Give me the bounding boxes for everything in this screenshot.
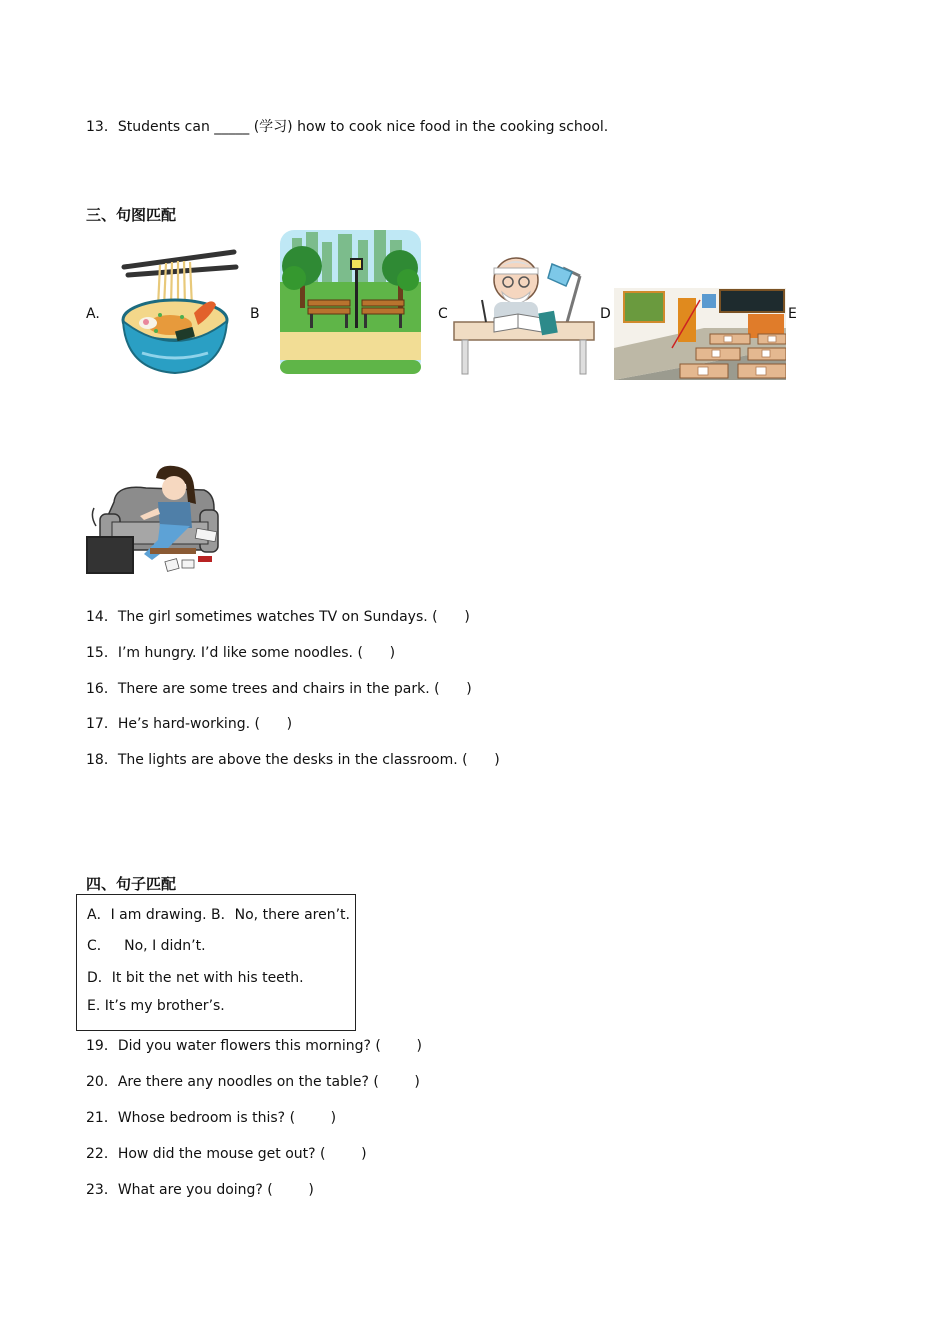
question-22: 22．How did the mouse get out? ( ): [86, 1146, 367, 1162]
question-19: 19．Did you water flowers this morning? ( ): [86, 1038, 422, 1054]
section-3-title: 三、句图匹配: [86, 206, 177, 224]
old-man-studying-picture: [448, 228, 600, 378]
question-20: 20．Are there any noodles on the table? ( ): [86, 1074, 420, 1090]
question-13: 13．Students can _____ (学习) how to cook nice food in the cooking school.: [86, 119, 609, 135]
answer-option-line: E. It’s my brother’s.: [87, 998, 225, 1014]
answer-options-box: [76, 894, 356, 1031]
option-b-label: B: [250, 306, 260, 322]
question-23: 23．What are you doing? ( ): [86, 1182, 314, 1198]
option-a-label: A.: [86, 306, 100, 322]
answer-option-line: A．I am drawing. B．No, there aren’t.: [87, 907, 350, 923]
question-16: 16．There are some trees and chairs in the park. ( ): [86, 681, 472, 697]
option-e-label: E: [788, 306, 797, 322]
section-4-title: 四、句子匹配: [86, 875, 177, 893]
question-18: 18．The lights are above the desks in the classroom. ( ): [86, 752, 500, 768]
answer-option-line: D．It bit the net with his teeth.: [87, 970, 304, 986]
question-14: 14．The girl sometimes watches TV on Sundays. ( ): [86, 609, 470, 625]
park-picture: [278, 228, 423, 376]
option-d-label: D: [600, 306, 611, 322]
question-15: 15．I’m hungry. I’d like some noodles. ( ): [86, 645, 396, 661]
option-c-label: C: [438, 306, 448, 322]
question-21: 21．Whose bedroom is this? ( ): [86, 1110, 337, 1126]
classroom-picture: [614, 288, 786, 380]
noodle-bowl-picture: [112, 245, 242, 380]
girl-watching-tv-picture: [86, 464, 238, 574]
question-17: 17．He’s hard-working. ( ): [86, 716, 293, 732]
answer-option-line: C． No, I didn’t.: [87, 938, 206, 954]
